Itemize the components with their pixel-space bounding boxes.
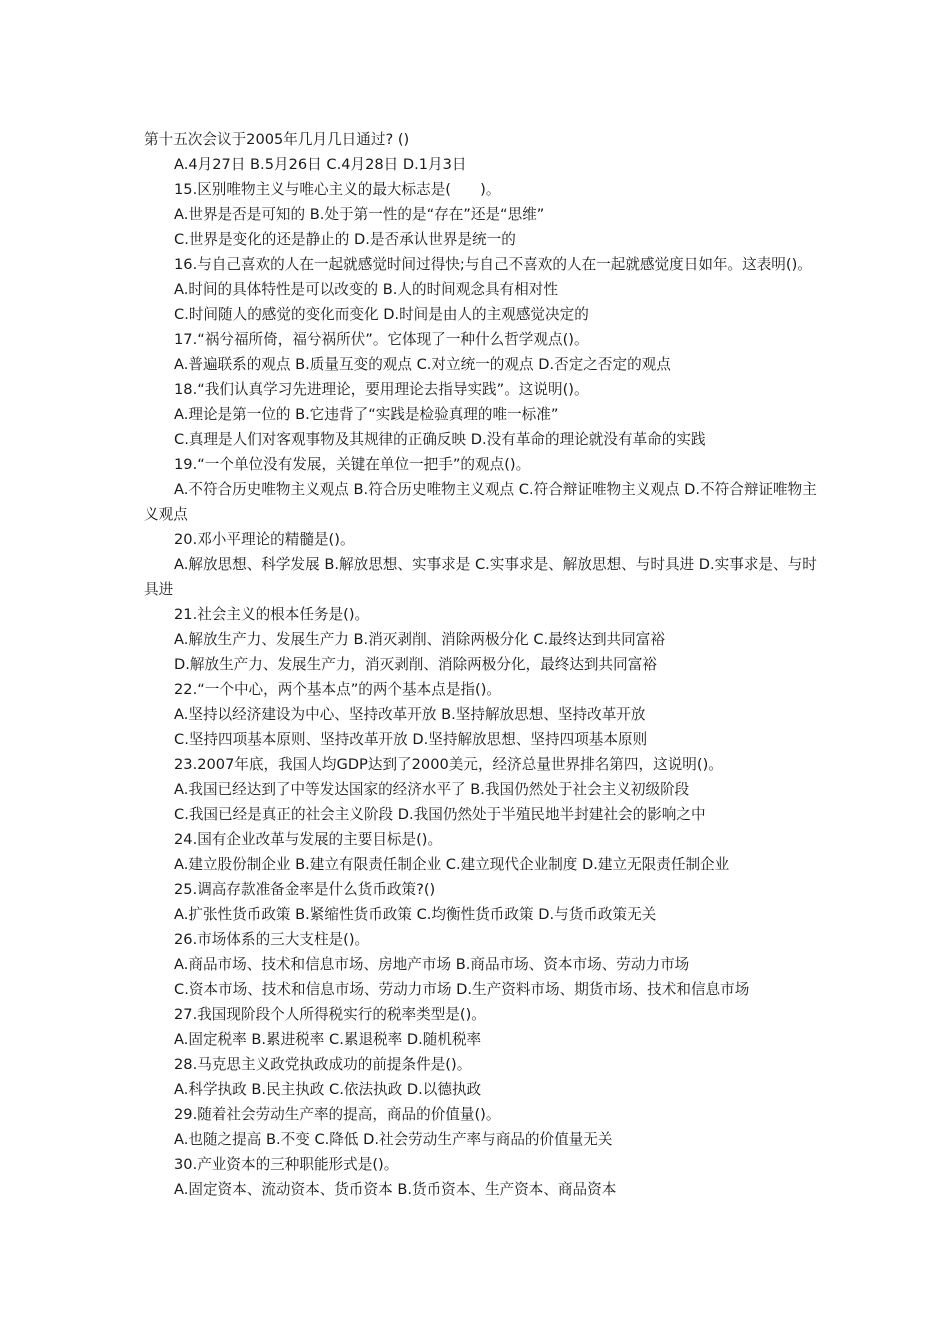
text-line: A.我国已经达到了中等发达国家的经济水平了 B.我国仍然处于社会主义初级阶段	[174, 781, 690, 798]
text-line: 29.随着社会劳动生产率的提高，商品的价值量()。	[174, 1106, 501, 1123]
text-line: 16.与自己喜欢的人在一起就感觉时间过得快;与自己不喜欢的人在一起就感觉度日如年。这表明()。	[174, 256, 812, 273]
text-line: 第十五次会议于2005年几月几日通过? ()	[144, 131, 410, 148]
text-line: A.固定资本、流动资本、货币资本 B.货币资本、生产资本、商品资本	[174, 1181, 617, 1198]
text-line: 25.调高存款准备金率是什么货币政策?()	[174, 881, 436, 898]
text-line: A.解放思想、科学发展 B.解放思想、实事求是 C.实事求是、解放思想、与时具进 D.实事求是、与时具进	[144, 556, 817, 598]
text-line: C.世界是变化的还是静止的 D.是否承认世界是统一的	[174, 231, 516, 248]
text-line: 23.2007年底，我国人均GDP达到了2000美元，经济总量世界排名第四，这说明()。	[174, 756, 723, 773]
text-line: A.解放生产力、发展生产力 B.消灭剥削、消除两极分化 C.最终达到共同富裕	[174, 631, 665, 648]
text-line: C.我国已经是真正的社会主义阶段 D.我国仍然处于半殖民地半封建社会的影响之中	[174, 806, 706, 823]
text-line: A.也随之提高 B.不变 C.降低 D.社会劳动生产率与商品的价值量无关	[174, 1131, 613, 1148]
text-line: 20.邓小平理论的精髓是()。	[174, 531, 355, 548]
text-line: A.建立股份制企业 B.建立有限责任制企业 C.建立现代企业制度 D.建立无限责任制企业	[174, 856, 730, 873]
text-line: 27.我国现阶段个人所得税实行的税率类型是()。	[174, 1006, 486, 1023]
text-line: D.解放生产力、发展生产力，消灭剥削、消除两极分化，最终达到共同富裕	[174, 656, 657, 673]
text-line: A.普遍联系的观点 B.质量互变的观点 C.对立统一的观点 D.否定之否定的观点	[174, 356, 671, 373]
text-line: A.科学执政 B.民主执政 C.依法执政 D.以德执政	[174, 1081, 482, 1098]
text-line: 26.市场体系的三大支柱是()。	[174, 931, 370, 948]
text-line: A.4月27日 B.5月26日 C.4月28日 D.1月3日	[174, 156, 467, 173]
text-line: C.坚持四项基本原则、坚持改革开放 D.坚持解放思想、坚持四项基本原则	[174, 731, 648, 748]
text-line: 28.马克思主义政党执政成功的前提条件是()。	[174, 1056, 472, 1073]
text-line: C.时间随人的感觉的变化而变化 D.时间是由人的主观感觉决定的	[174, 306, 589, 323]
text-line: A.坚持以经济建设为中心、坚持改革开放 B.坚持解放思想、坚持改革开放	[174, 706, 646, 723]
text-line: 22.“一个中心，两个基本点”的两个基本点是指()。	[174, 681, 502, 698]
text-line: 15.区别唯物主义与唯心主义的最大标志是( )。	[174, 181, 501, 198]
text-line: 30.产业资本的三种职能形式是()。	[174, 1156, 399, 1173]
text-line: 19.“一个单位没有发展，关键在单位一把手”的观点()。	[174, 456, 531, 473]
text-line: 18.“我们认真学习先进理论，要用理论去指导实践”。这说明()。	[174, 381, 589, 398]
text-line: A.理论是第一位的 B.它违背了“实践是检验真理的唯一标准”	[174, 406, 559, 423]
text-line: C.资本市场、技术和信息市场、劳动力市场 D.生产资料市场、期货市场、技术和信息市场	[174, 981, 750, 998]
text-line: 24.国有企业改革与发展的主要目标是()。	[174, 831, 443, 848]
text-line: 21.社会主义的根本任务是()。	[174, 606, 370, 623]
text-line: 17.“祸兮福所倚，福兮祸所伏”。它体现了一种什么哲学观点()。	[174, 331, 589, 348]
text-line: C.真理是人们对客观事物及其规律的正确反映 D.没有革命的理论就没有革命的实践	[174, 431, 706, 448]
text-line: A.世界是否是可知的 B.处于第一性的是“存在”还是“思维”	[174, 206, 545, 223]
text-line: A.时间的具体特性是可以改变的 B.人的时间观念具有相对性	[174, 281, 558, 298]
text-line: A.不符合历史唯物主义观点 B.符合历史唯物主义观点 C.符合辩证唯物主义观点 D.不符合辩证唯物主义观点	[144, 481, 817, 523]
text-line: A.商品市场、技术和信息市场、房地产市场 B.商品市场、资本市场、劳动力市场	[174, 956, 690, 973]
text-line: A.固定税率 B.累进税率 C.累退税率 D.随机税率	[174, 1031, 482, 1048]
text-line: A.扩张性货币政策 B.紧缩性货币政策 C.均衡性货币政策 D.与货币政策无关	[174, 906, 657, 923]
